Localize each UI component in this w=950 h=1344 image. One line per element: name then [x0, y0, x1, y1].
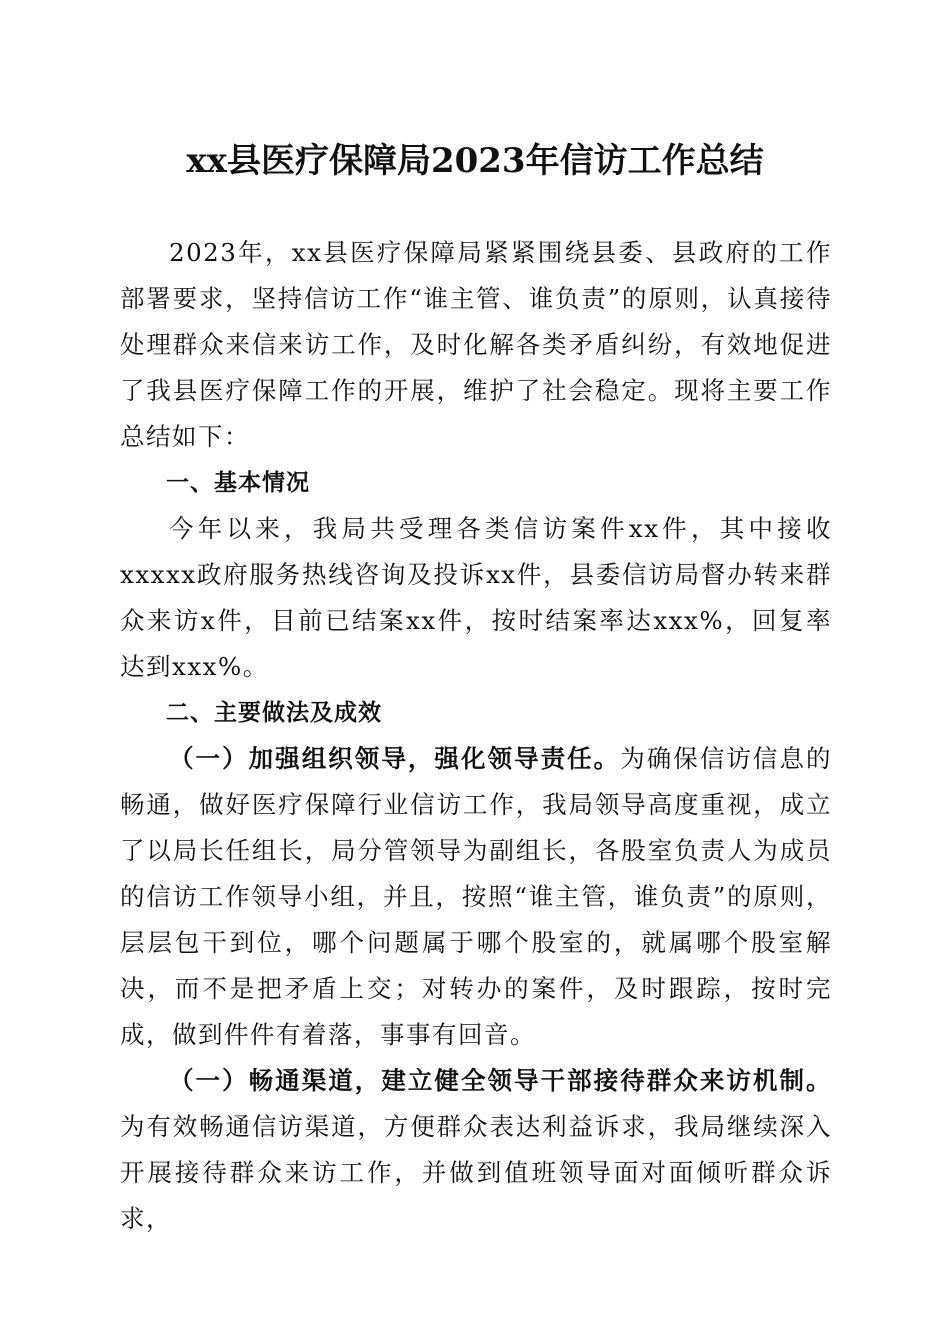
- measure-2-body: 为有效畅通信访渠道，方便群众表达利益诉求，我局继续深入开展接待群众来访工作，并做到值班领导面对面倾听群众诉求，: [120, 1112, 832, 1233]
- section-heading-measures: 二、主要做法及成效: [166, 700, 382, 726]
- measure-2-paragraph: [120, 1058, 832, 1242]
- section-basic-paragraph: 今年以来，我局共受理各类信访案件xx件，其中接收xxxxx政府服务热线咨询及投诉xx件，县委信访局督办转来群众来访x件，目前已结案xx件，按时结案率达xxx%，回复率达到xxx%。: [120, 514, 832, 681]
- measure-1-lead: （一）加强组织领导，强化领导责任。: [169, 744, 621, 773]
- section-heading-basic: 一、基本情况: [166, 470, 310, 496]
- document-title: xx县医疗保障局2023年信访工作总结: [186, 141, 764, 181]
- measure-1-body: 为确保信访信息的畅通，做好医疗保障行业信访工作，我局领导高度重视，成立了以局长任组长，局分管领导为副组长，各股室负责人为成员的信访工作领导小组，并且，按照“谁主管，谁负责”的原则，层层包干到位，哪个问题属于哪个股室的，就属哪个股室解决，而不是把矛盾上交；对转办的案件，及时跟踪，按时完成，做到件件有着落，事事有回音。: [120, 744, 833, 1049]
- measure-1-paragraph: [120, 736, 832, 1058]
- measure-2-lead: （一）畅通渠道，建立健全领导干部接待群众来访机制。: [169, 1066, 832, 1095]
- document-body: [120, 230, 832, 1242]
- intro-paragraph: 2023年，xx县医疗保障局紧紧围绕县委、县政府的工作部署要求，坚持信访工作“谁主管、谁负责”的原则，认真接待处理群众来信来访工作，及时化解各类矛盾纠纷，有效地促进了我县医疗保障工作的开展，维护了社会稳定。现将主要工作总结如下：: [120, 238, 832, 451]
